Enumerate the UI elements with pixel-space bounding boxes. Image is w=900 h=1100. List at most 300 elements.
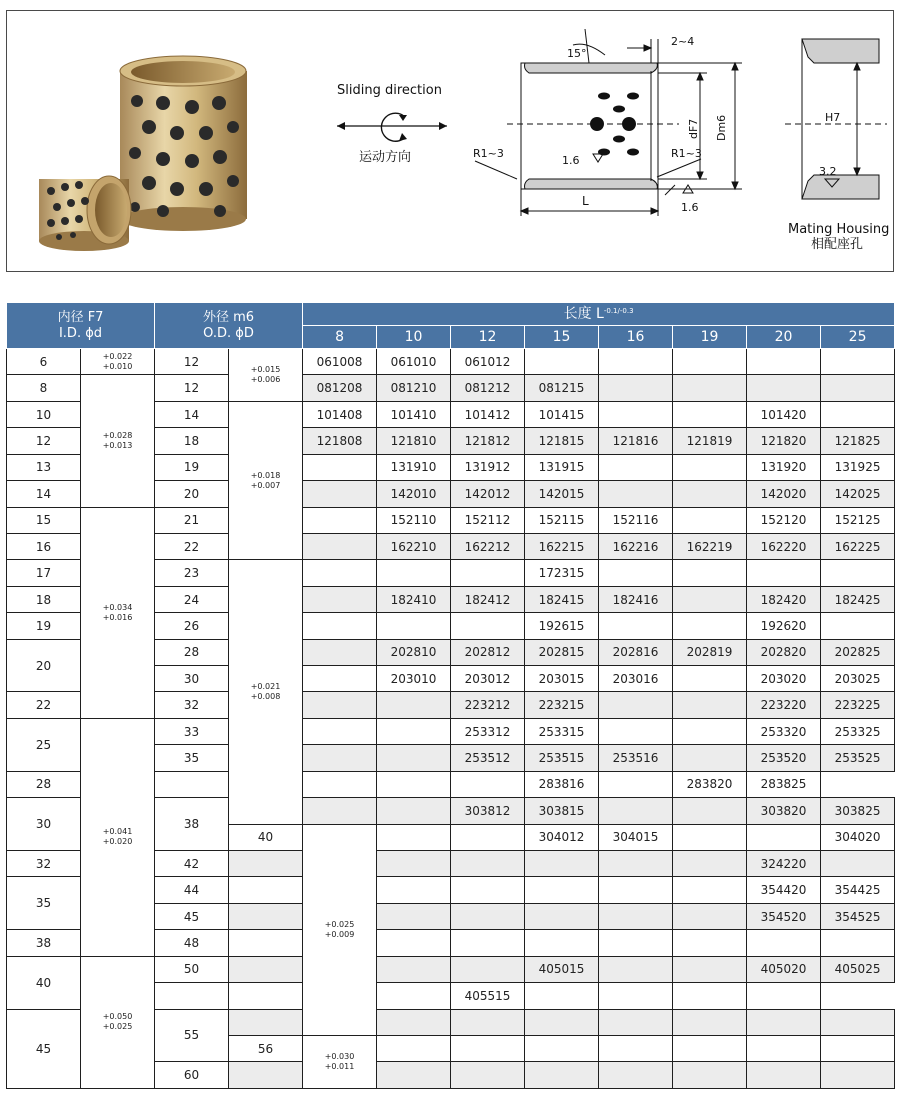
inner-diameter-cell: 6 bbox=[7, 349, 81, 375]
part-number-cell bbox=[303, 718, 377, 744]
part-number-cell: 405020 bbox=[747, 956, 821, 982]
part-number-cell bbox=[673, 824, 747, 850]
bushing-section-drawing bbox=[475, 29, 742, 216]
od-tolerance-upper: +0.021 bbox=[250, 681, 281, 691]
part-number-cell bbox=[377, 903, 451, 929]
id-tolerance bbox=[81, 349, 155, 375]
length-column-header: 25 bbox=[821, 326, 895, 349]
id-tolerance-upper: +0.050 bbox=[102, 1012, 133, 1022]
part-number-cell bbox=[303, 613, 377, 639]
od-tolerance bbox=[303, 824, 377, 1035]
part-number-cell bbox=[673, 903, 747, 929]
part-number-cell: 223220 bbox=[747, 692, 821, 718]
part-number-cell bbox=[377, 930, 451, 956]
inner-roughness-label: 1.6 bbox=[562, 154, 580, 167]
part-number-cell: 121825 bbox=[821, 428, 895, 454]
part-number-cell: 142020 bbox=[747, 481, 821, 507]
part-number-cell bbox=[821, 560, 895, 586]
outer-diameter-cell: 20 bbox=[155, 481, 229, 507]
inner-diameter-cell: 32 bbox=[7, 851, 81, 877]
part-number-cell bbox=[155, 771, 229, 797]
part-number-cell bbox=[303, 639, 377, 665]
part-number-cell bbox=[451, 1062, 525, 1089]
od-tolerance-upper: +0.015 bbox=[250, 364, 281, 374]
part-number-cell: 131920 bbox=[747, 454, 821, 480]
inner-diameter-cell: 40 bbox=[7, 956, 81, 1009]
part-number-cell bbox=[451, 877, 525, 903]
length-column-header: 20 bbox=[747, 326, 821, 349]
part-number-cell bbox=[747, 1062, 821, 1089]
part-number-cell: 192615 bbox=[525, 613, 599, 639]
part-number-cell: 354425 bbox=[821, 877, 895, 903]
part-number-cell bbox=[303, 454, 377, 480]
inner-diameter-cell: 30 bbox=[7, 798, 81, 851]
part-number-cell bbox=[821, 930, 895, 956]
bushing-drawing bbox=[7, 11, 895, 273]
part-number-cell bbox=[377, 613, 451, 639]
part-number-cell: 283820 bbox=[673, 771, 747, 797]
od-tolerance-upper: +0.030 bbox=[324, 1051, 355, 1061]
part-number-cell: 253512 bbox=[451, 745, 525, 771]
inner-diameter-cell: 14 bbox=[7, 481, 81, 507]
part-number-cell bbox=[821, 851, 895, 877]
outer-diameter-cell: 56 bbox=[229, 1035, 303, 1061]
table-row bbox=[7, 718, 895, 744]
part-number-cell: 354520 bbox=[747, 903, 821, 929]
inner-diameter-cell: 17 bbox=[7, 560, 81, 586]
outer-diameter-cell: 28 bbox=[155, 639, 229, 665]
part-number-cell bbox=[673, 401, 747, 427]
part-number-cell bbox=[673, 454, 747, 480]
od-tolerance bbox=[303, 1035, 377, 1088]
od-tolerance-lower: +0.008 bbox=[250, 691, 281, 701]
part-number-cell bbox=[377, 745, 451, 771]
outer-diameter-cell: 38 bbox=[155, 798, 229, 851]
part-number-cell: 152115 bbox=[525, 507, 599, 533]
part-number-cell: 142025 bbox=[821, 481, 895, 507]
outer-diameter-cell: 55 bbox=[155, 1009, 229, 1062]
outer-diameter-cell: 24 bbox=[155, 586, 229, 612]
mating-housing-cn-label: 相配座孔 bbox=[811, 237, 864, 252]
part-number-cell: 142010 bbox=[377, 481, 451, 507]
part-number-cell bbox=[821, 401, 895, 427]
part-number-cell: 081215 bbox=[525, 375, 599, 401]
outer-diameter-cell: 40 bbox=[229, 824, 303, 850]
part-number-cell bbox=[377, 1062, 451, 1089]
od-tolerance-upper: +0.018 bbox=[250, 470, 281, 480]
outer-diameter-cell: 22 bbox=[155, 533, 229, 559]
outer-diameter-cell: 12 bbox=[155, 349, 229, 375]
part-number-cell: 142012 bbox=[451, 481, 525, 507]
part-number-cell bbox=[821, 349, 895, 375]
part-number-cell bbox=[451, 903, 525, 929]
part-number-cell bbox=[451, 560, 525, 586]
part-number-cell bbox=[673, 481, 747, 507]
inner-diameter-cell: 8 bbox=[7, 375, 81, 401]
large-bushing-image bbox=[120, 56, 247, 231]
part-number-cell bbox=[821, 1035, 895, 1061]
part-number-cell bbox=[525, 877, 599, 903]
part-number-cell: 253312 bbox=[451, 718, 525, 744]
table-row bbox=[7, 375, 895, 401]
part-number-cell bbox=[599, 375, 673, 401]
part-number-cell: 061010 bbox=[377, 349, 451, 375]
part-number-cell: 202812 bbox=[451, 639, 525, 665]
part-number-cell: 202819 bbox=[673, 639, 747, 665]
sliding-direction-symbol bbox=[337, 83, 447, 165]
part-number-cell: 303825 bbox=[821, 798, 895, 824]
part-number-cell: 162212 bbox=[451, 533, 525, 559]
od-tolerance bbox=[229, 401, 303, 560]
part-number-cell bbox=[155, 983, 229, 1009]
mating-housing-label: Mating Housing bbox=[788, 222, 890, 237]
part-number-cell bbox=[821, 613, 895, 639]
part-number-cell bbox=[377, 1009, 451, 1035]
part-number-cell bbox=[451, 1035, 525, 1061]
part-number-cell bbox=[599, 903, 673, 929]
part-number-cell: 203012 bbox=[451, 666, 525, 692]
part-number-cell: 121820 bbox=[747, 428, 821, 454]
product-illustration-panel bbox=[6, 10, 894, 272]
id-tolerance bbox=[81, 956, 155, 1088]
od-tolerance-lower: +0.011 bbox=[324, 1061, 355, 1071]
part-number-cell bbox=[673, 692, 747, 718]
outer-diameter-cell: 32 bbox=[155, 692, 229, 718]
part-number-cell bbox=[673, 956, 747, 982]
inner-diameter-cell: 35 bbox=[7, 877, 81, 930]
part-number-cell bbox=[451, 771, 525, 797]
id-tolerance-upper: +0.028 bbox=[102, 430, 133, 440]
part-number-cell bbox=[451, 956, 525, 982]
outer-diameter-cell: 18 bbox=[155, 428, 229, 454]
part-number-cell: 283816 bbox=[525, 771, 599, 797]
part-number-cell: 303815 bbox=[525, 798, 599, 824]
part-number-cell bbox=[599, 983, 673, 1009]
part-number-cell: 061008 bbox=[303, 349, 377, 375]
part-number-cell: 405025 bbox=[821, 956, 895, 982]
part-number-cell: 162219 bbox=[673, 533, 747, 559]
inner-diameter-cell: 10 bbox=[7, 401, 81, 427]
id-tolerance-upper: +0.022 bbox=[102, 351, 133, 361]
part-number-cell bbox=[229, 903, 303, 929]
part-number-cell bbox=[525, 851, 599, 877]
part-number-cell: 101408 bbox=[303, 401, 377, 427]
od-tolerance bbox=[229, 349, 303, 402]
part-number-cell bbox=[525, 349, 599, 375]
part-number-cell bbox=[451, 824, 525, 850]
part-number-cell: 405015 bbox=[525, 956, 599, 982]
part-number-cell: 081210 bbox=[377, 375, 451, 401]
part-number-cell: 162216 bbox=[599, 533, 673, 559]
part-number-cell bbox=[821, 375, 895, 401]
outer-diameter-cell: 60 bbox=[155, 1062, 229, 1089]
length-column-header: 10 bbox=[377, 326, 451, 349]
part-number-cell bbox=[377, 956, 451, 982]
part-number-cell bbox=[599, 1009, 673, 1035]
part-number-cell bbox=[377, 560, 451, 586]
part-number-cell: 283825 bbox=[747, 771, 821, 797]
outer-roughness-label: 1.6 bbox=[681, 201, 699, 214]
inner-diameter-cell: 19 bbox=[7, 613, 81, 639]
part-number-cell: 405515 bbox=[451, 983, 525, 1009]
id-tolerance-lower: +0.016 bbox=[102, 612, 133, 622]
part-number-cell bbox=[377, 771, 451, 797]
id-tolerance-upper: +0.041 bbox=[102, 827, 133, 837]
part-number-cell: 182416 bbox=[599, 586, 673, 612]
part-number-cell: 253315 bbox=[525, 718, 599, 744]
inner-diameter-cell: 18 bbox=[7, 586, 81, 612]
part-number-cell bbox=[377, 1035, 451, 1061]
part-number-cell: 354420 bbox=[747, 877, 821, 903]
part-number-cell bbox=[303, 692, 377, 718]
part-number-cell bbox=[303, 533, 377, 559]
length-label: L bbox=[582, 194, 589, 208]
part-number-cell: 131915 bbox=[525, 454, 599, 480]
part-number-cell bbox=[599, 349, 673, 375]
part-number-cell: 101420 bbox=[747, 401, 821, 427]
inner-diameter-cell: 25 bbox=[7, 718, 81, 771]
part-number-cell: 253516 bbox=[599, 745, 673, 771]
part-number-cell: 131912 bbox=[451, 454, 525, 480]
part-number-cell: 304015 bbox=[599, 824, 673, 850]
part-number-cell: 101415 bbox=[525, 401, 599, 427]
part-number-cell: 253525 bbox=[821, 745, 895, 771]
outer-diameter-cell: 42 bbox=[155, 851, 229, 877]
part-number-cell: 121812 bbox=[451, 428, 525, 454]
part-number-cell: 202820 bbox=[747, 639, 821, 665]
outer-diameter-cell: 23 bbox=[155, 560, 229, 586]
od-tolerance-upper: +0.025 bbox=[324, 919, 355, 929]
outer-diameter-cell: 21 bbox=[155, 507, 229, 533]
part-number-cell bbox=[451, 1009, 525, 1035]
part-number-cell: 081208 bbox=[303, 375, 377, 401]
part-number-cell bbox=[673, 560, 747, 586]
part-number-cell: 223212 bbox=[451, 692, 525, 718]
part-number-cell bbox=[599, 401, 673, 427]
part-number-cell bbox=[673, 877, 747, 903]
part-number-cell bbox=[303, 481, 377, 507]
outer-diameter-cell: 45 bbox=[155, 903, 229, 929]
part-number-cell: 061012 bbox=[451, 349, 525, 375]
part-number-cell bbox=[229, 930, 303, 956]
part-number-cell: 253520 bbox=[747, 745, 821, 771]
chamfer-angle-label: 15° bbox=[567, 47, 587, 60]
part-number-cell bbox=[377, 692, 451, 718]
od-header bbox=[155, 303, 303, 349]
length-column-header: 12 bbox=[451, 326, 525, 349]
id-tolerance-lower: +0.025 bbox=[102, 1022, 133, 1032]
length-header bbox=[303, 303, 895, 326]
od-tolerance bbox=[229, 560, 303, 824]
part-number-cell bbox=[673, 798, 747, 824]
part-number-cell bbox=[377, 824, 451, 850]
part-number-cell bbox=[673, 586, 747, 612]
part-number-cell bbox=[525, 1035, 599, 1061]
outer-diameter-cell: 48 bbox=[155, 930, 229, 956]
part-number-cell bbox=[303, 771, 377, 797]
part-number-cell: 121815 bbox=[525, 428, 599, 454]
part-number-cell bbox=[599, 851, 673, 877]
part-number-cell: 203020 bbox=[747, 666, 821, 692]
part-number-cell: 152125 bbox=[821, 507, 895, 533]
part-number-cell: 303812 bbox=[451, 798, 525, 824]
part-number-cell: 152112 bbox=[451, 507, 525, 533]
part-number-cell bbox=[303, 560, 377, 586]
part-number-cell bbox=[673, 745, 747, 771]
part-number-cell bbox=[303, 586, 377, 612]
part-number-cell: 121816 bbox=[599, 428, 673, 454]
length-column-header: 19 bbox=[673, 326, 747, 349]
small-bushing-image bbox=[39, 176, 131, 251]
part-number-cell: 253515 bbox=[525, 745, 599, 771]
part-number-cell bbox=[377, 718, 451, 744]
id-tolerance-lower: +0.013 bbox=[102, 440, 133, 450]
part-number-cell: 202815 bbox=[525, 639, 599, 665]
part-number-cell bbox=[673, 983, 747, 1009]
outer-diameter-cell: 19 bbox=[155, 454, 229, 480]
part-number-cell: 203025 bbox=[821, 666, 895, 692]
housing-roughness-label: 3.2 bbox=[819, 165, 837, 178]
part-number-cell: 172315 bbox=[525, 560, 599, 586]
part-number-cell bbox=[673, 1062, 747, 1089]
outer-diameter-label: Dm6 bbox=[715, 114, 728, 141]
part-number-cell: 121819 bbox=[673, 428, 747, 454]
part-number-cell bbox=[303, 798, 377, 824]
sliding-direction-cn-label: 运动方向 bbox=[359, 150, 412, 165]
part-number-cell bbox=[599, 877, 673, 903]
part-number-cell: 162215 bbox=[525, 533, 599, 559]
table-row bbox=[7, 507, 895, 533]
length-header-label: 长度 L bbox=[563, 305, 604, 322]
od-header-en: O.D. ϕD bbox=[203, 325, 254, 341]
part-number-cell bbox=[673, 851, 747, 877]
bushing-spec-table bbox=[6, 302, 895, 1089]
part-number-cell: 223215 bbox=[525, 692, 599, 718]
inner-diameter-cell: 20 bbox=[7, 639, 81, 692]
outer-diameter-cell: 14 bbox=[155, 401, 229, 427]
od-tolerance-lower: +0.007 bbox=[250, 480, 281, 490]
part-number-cell: 202816 bbox=[599, 639, 673, 665]
part-number-cell bbox=[451, 930, 525, 956]
length-tolerance: -0.1/-0.3 bbox=[603, 306, 634, 315]
id-tolerance-lower: +0.020 bbox=[102, 837, 133, 847]
part-number-cell bbox=[821, 1009, 895, 1035]
part-number-cell bbox=[229, 956, 303, 982]
part-number-cell bbox=[525, 1062, 599, 1089]
table-row bbox=[7, 956, 895, 982]
outer-diameter-cell: 30 bbox=[155, 666, 229, 692]
id-tolerance bbox=[81, 375, 155, 507]
part-number-cell bbox=[599, 454, 673, 480]
part-number-cell bbox=[599, 718, 673, 744]
part-number-cell: 162210 bbox=[377, 533, 451, 559]
part-number-cell bbox=[303, 666, 377, 692]
part-number-cell bbox=[821, 1062, 895, 1089]
id-tolerance bbox=[81, 507, 155, 718]
part-number-cell: 162225 bbox=[821, 533, 895, 559]
part-number-cell bbox=[229, 1009, 303, 1035]
housing-fit-label: H7 bbox=[825, 111, 841, 124]
part-number-cell bbox=[747, 824, 821, 850]
part-number-cell: 192620 bbox=[747, 613, 821, 639]
part-number-cell bbox=[673, 1009, 747, 1035]
part-number-cell: 304012 bbox=[525, 824, 599, 850]
inner-diameter-cell: 22 bbox=[7, 692, 81, 718]
part-number-cell bbox=[599, 560, 673, 586]
part-number-cell bbox=[599, 771, 673, 797]
inner-diameter-cell: 16 bbox=[7, 533, 81, 559]
part-number-cell bbox=[599, 930, 673, 956]
part-number-cell: 101410 bbox=[377, 401, 451, 427]
radius-right-label: R1~3 bbox=[671, 147, 702, 160]
id-tolerance bbox=[81, 718, 155, 956]
length-column-header: 16 bbox=[599, 326, 673, 349]
part-number-cell: 304020 bbox=[821, 824, 895, 850]
part-number-cell bbox=[673, 613, 747, 639]
part-number-cell bbox=[229, 983, 303, 1009]
part-number-cell bbox=[599, 613, 673, 639]
part-number-cell: 202825 bbox=[821, 639, 895, 665]
part-number-cell bbox=[673, 507, 747, 533]
part-number-cell bbox=[747, 1035, 821, 1061]
part-number-cell bbox=[303, 745, 377, 771]
part-number-cell: 131910 bbox=[377, 454, 451, 480]
outer-diameter-cell: 44 bbox=[155, 877, 229, 903]
part-number-cell bbox=[229, 877, 303, 903]
part-number-cell: 203010 bbox=[377, 666, 451, 692]
id-tolerance-upper: +0.034 bbox=[102, 602, 133, 612]
part-number-cell: 303820 bbox=[747, 798, 821, 824]
part-number-cell bbox=[451, 613, 525, 639]
part-number-cell: 162220 bbox=[747, 533, 821, 559]
part-number-cell bbox=[747, 983, 821, 1009]
part-number-cell bbox=[599, 956, 673, 982]
part-number-cell bbox=[599, 1062, 673, 1089]
part-number-cell bbox=[673, 930, 747, 956]
part-number-cell: 142015 bbox=[525, 481, 599, 507]
od-tolerance-lower: +0.009 bbox=[324, 929, 355, 939]
part-number-cell bbox=[599, 1035, 673, 1061]
part-number-cell: 182425 bbox=[821, 586, 895, 612]
part-number-cell: 354525 bbox=[821, 903, 895, 929]
part-number-cell: 131925 bbox=[821, 454, 895, 480]
part-number-cell: 121808 bbox=[303, 428, 377, 454]
outer-diameter-cell: 50 bbox=[155, 956, 229, 982]
inner-diameter-cell: 12 bbox=[7, 428, 81, 454]
id-header-en: I.D. ϕd bbox=[58, 325, 103, 341]
inner-diameter-cell: 13 bbox=[7, 454, 81, 480]
id-header-cn: 内径 F7 bbox=[57, 309, 104, 325]
part-number-cell: 202810 bbox=[377, 639, 451, 665]
part-number-cell: 253325 bbox=[821, 718, 895, 744]
part-number-cell bbox=[599, 798, 673, 824]
part-number-cell bbox=[673, 1035, 747, 1061]
id-header bbox=[7, 303, 155, 349]
part-number-cell bbox=[525, 983, 599, 1009]
part-number-cell: 152120 bbox=[747, 507, 821, 533]
part-number-cell bbox=[525, 903, 599, 929]
part-number-cell: 324220 bbox=[747, 851, 821, 877]
part-number-cell bbox=[747, 560, 821, 586]
outer-diameter-cell: 33 bbox=[155, 718, 229, 744]
part-number-cell bbox=[377, 798, 451, 824]
part-number-cell: 101412 bbox=[451, 401, 525, 427]
part-number-cell: 182420 bbox=[747, 586, 821, 612]
inner-diameter-cell: 38 bbox=[7, 930, 81, 956]
length-column-header: 15 bbox=[525, 326, 599, 349]
part-number-cell: 182412 bbox=[451, 586, 525, 612]
inner-diameter-cell: 15 bbox=[7, 507, 81, 533]
